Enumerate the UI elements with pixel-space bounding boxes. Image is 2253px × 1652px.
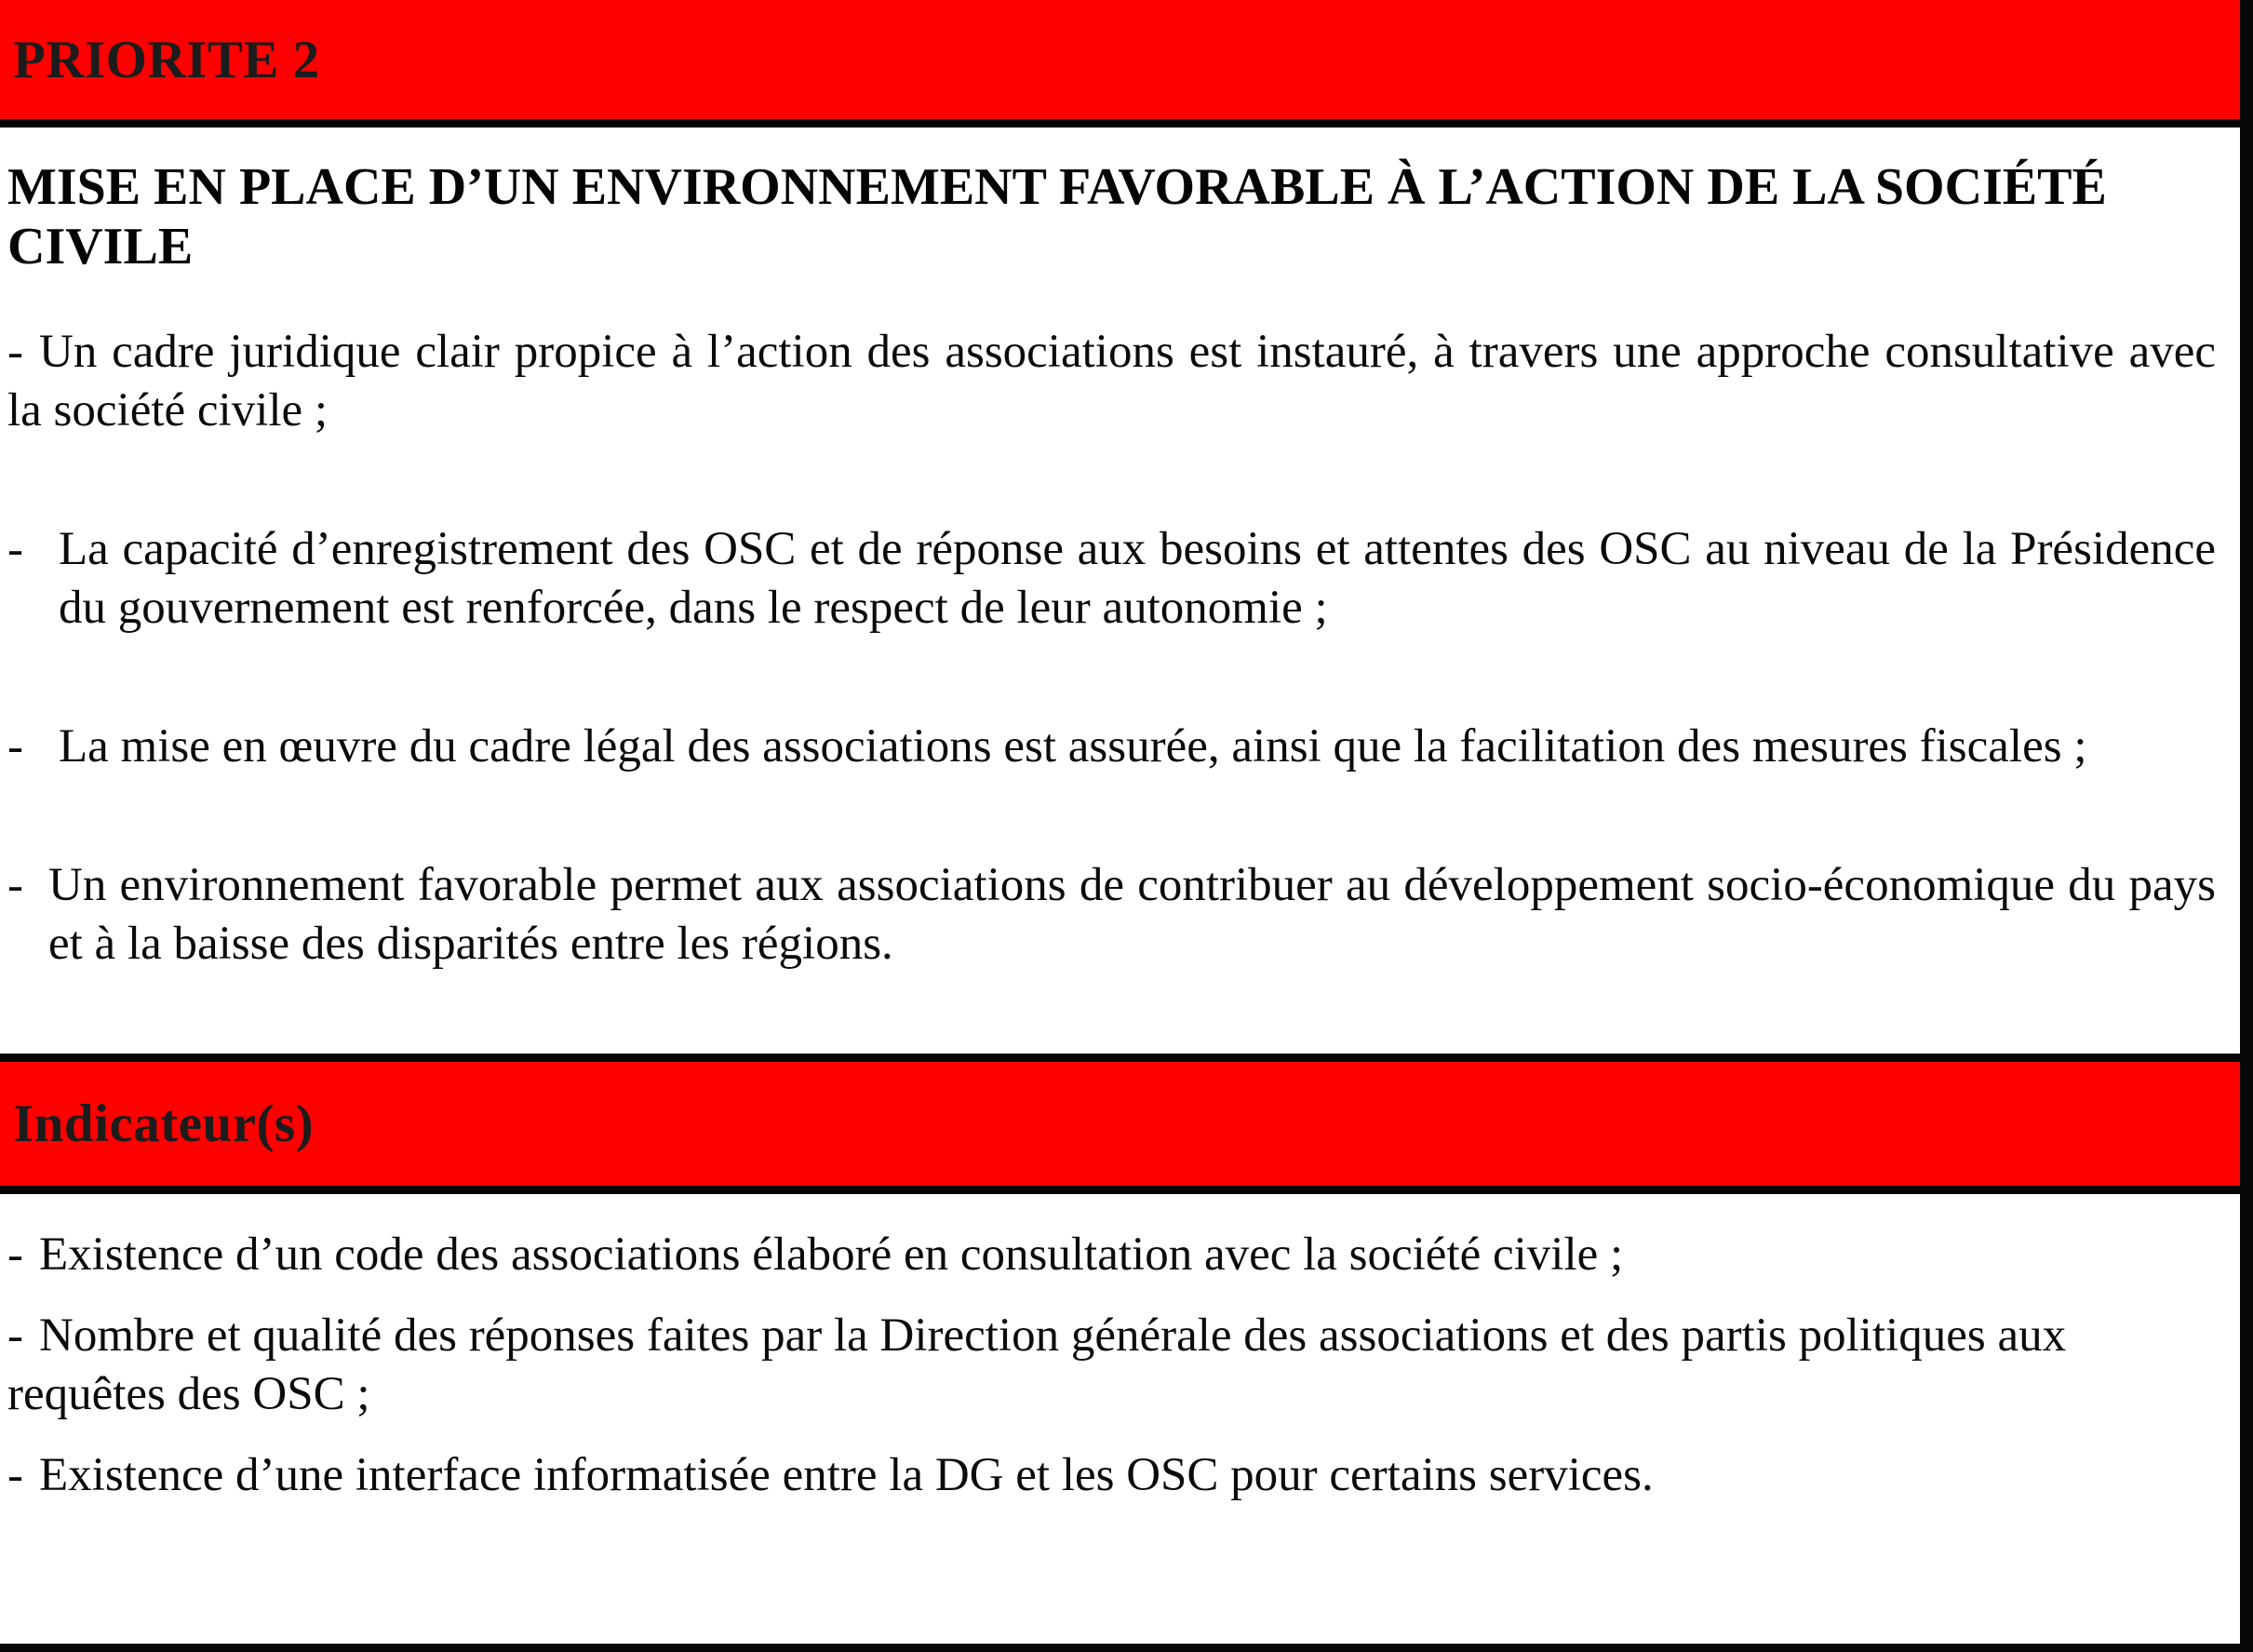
objective-item bbox=[7, 323, 2216, 440]
bullet-dash: - bbox=[7, 1229, 23, 1281]
objective-text: La mise en œuvre du cadre légal des associations est assurée, ainsi que la facilitation des mesures fiscales ; bbox=[59, 720, 2087, 772]
indicator-text: Existence d’un code des associations élaboré en consultation avec la société civile ; bbox=[39, 1229, 1624, 1281]
bullet-dash: - bbox=[7, 326, 23, 378]
bullet-dash: - bbox=[7, 859, 23, 911]
indicator-item bbox=[7, 1226, 2216, 1284]
divider-rule bbox=[0, 1054, 2240, 1062]
bullet-dash: - bbox=[7, 523, 23, 575]
indicator-item bbox=[7, 1307, 2216, 1424]
priority-header-band bbox=[0, 0, 2240, 119]
section-title: MISE EN PLACE D’UN ENVIRONNEMENT FAVORABLE À L’ACTION DE LA SOCIÉTÉ CIVILE bbox=[7, 158, 2107, 275]
bullet-dash: - bbox=[7, 1449, 23, 1501]
objective-text: Un cadre juridique clair propice à l’action des associations est instauré, à travers une approche consultative avec la société civile ; bbox=[7, 326, 2216, 437]
divider-rule bbox=[0, 119, 2240, 128]
indicator-text: Nombre et qualité des réponses faites par la Direction générale des associations et des partis politiques aux requêtes des OSC ; bbox=[7, 1310, 2067, 1420]
objective-text: Un environnement favorable permet aux associations de contribuer au développement socio-économique du pays et à la baisse des disparités entre les régions. bbox=[48, 859, 2216, 970]
priority-description-section bbox=[0, 128, 2240, 974]
objective-item bbox=[7, 856, 2216, 974]
divider-rule bbox=[0, 1186, 2240, 1194]
indicators-header-band bbox=[0, 1062, 2240, 1186]
priority-header-label: PRIORITE 2 bbox=[13, 30, 320, 89]
indicator-text: Existence d’une interface informatisée entre la DG et les OSC pour certains services. bbox=[39, 1449, 1654, 1501]
objective-text: La capacité d’enregistrement des OSC et de réponse aux besoins et attentes des OSC au niveau de la Présidence du gouvernement est renforcée, dans le respect de leur autonomie ; bbox=[59, 523, 2216, 634]
objective-item bbox=[7, 520, 2216, 638]
indicator-item bbox=[7, 1446, 2216, 1505]
objectives-list bbox=[7, 323, 2216, 974]
objective-item bbox=[7, 718, 2216, 776]
indicators-header-label: Indicateur(s) bbox=[13, 1095, 315, 1153]
bullet-dash: - bbox=[7, 720, 23, 772]
bullet-dash: - bbox=[7, 1310, 23, 1362]
indicators-section bbox=[0, 1194, 2240, 1505]
